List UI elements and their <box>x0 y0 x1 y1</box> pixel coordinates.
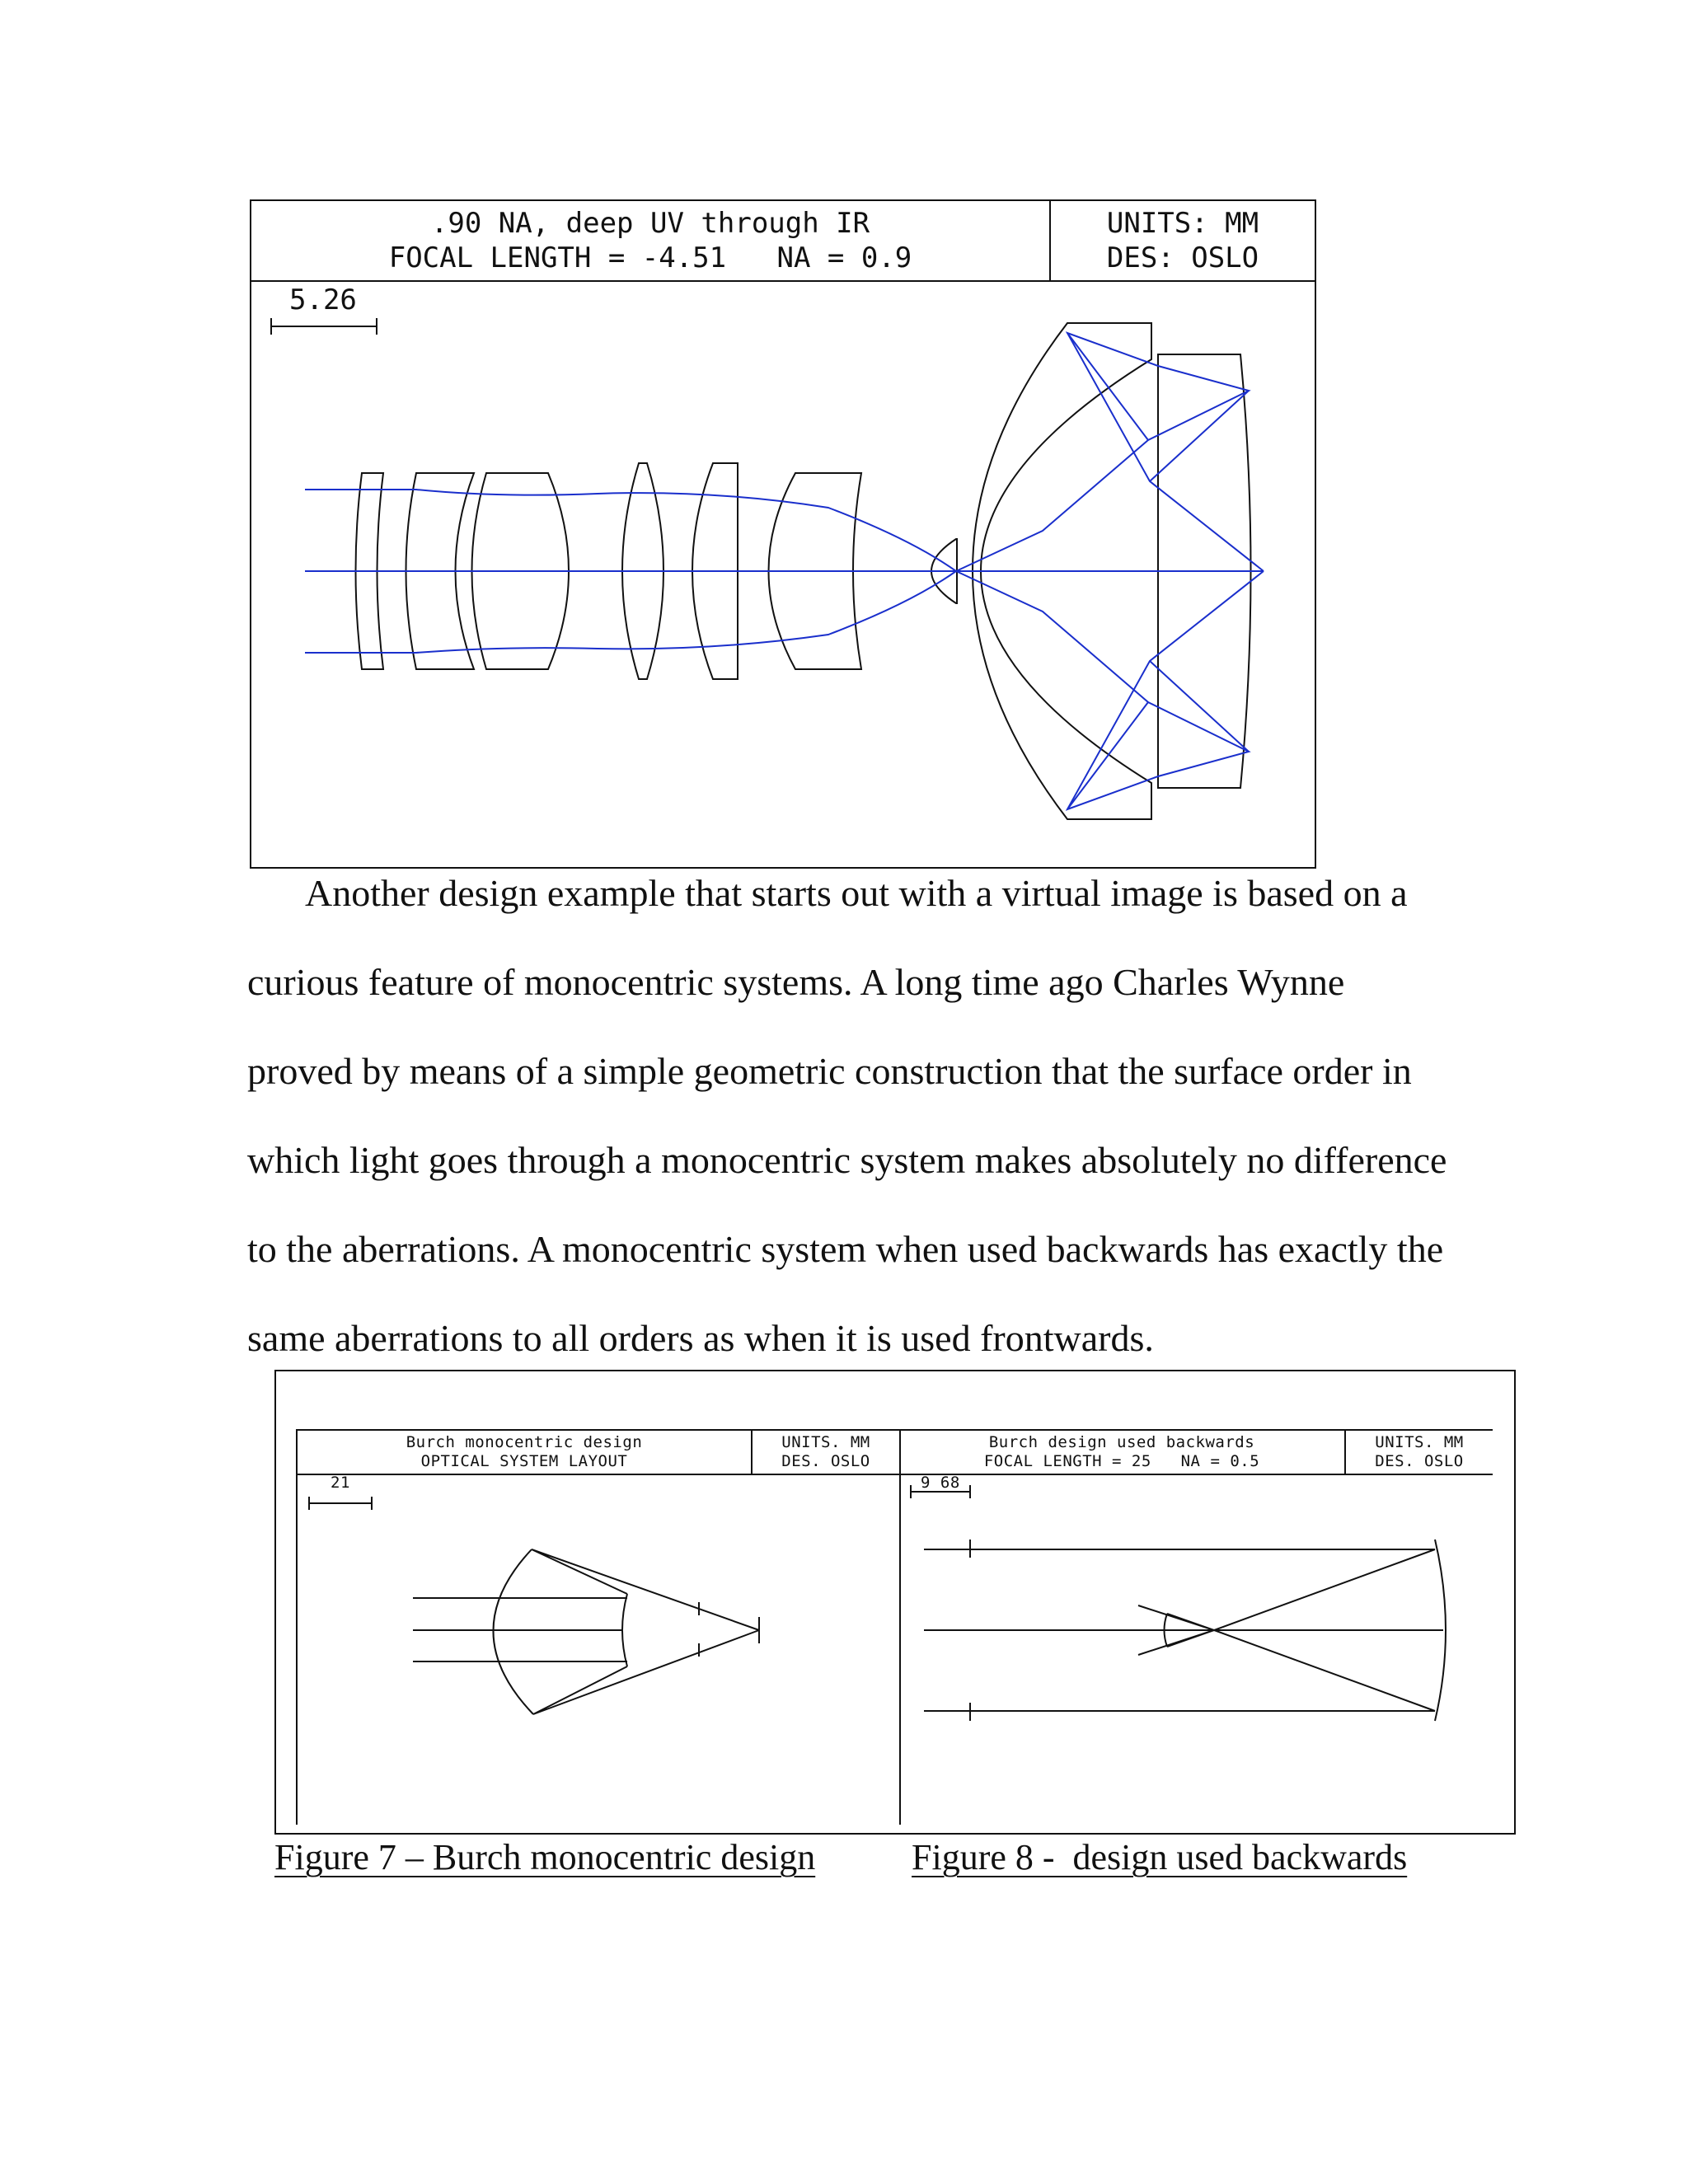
units-label: UNITS: MM <box>1106 207 1259 240</box>
figure7-fold-rays-top <box>532 1549 759 1630</box>
figure8-designer-label: DES. OSLO <box>1375 1452 1464 1470</box>
figure8-panel <box>899 1429 1493 1825</box>
figure-title-line2: FOCAL LENGTH = -4.51 NA = 0.9 <box>388 241 912 274</box>
figure7-designer-label: DES. OSLO <box>781 1452 870 1470</box>
body-text: Another design example that starts out with a virtual image is based on a curious feature of monocentric systems. A long time ago Charles Wynne proved by means of a simple geometric construction that the surface order in which light goes through a monocentric system makes absolutely no difference to the aberrations. A monocentric system when used backwards has exactly the same aberrations to all orders as when it is used frontwards. <box>247 872 1447 1359</box>
ray-trace <box>305 333 1264 809</box>
figure7-units-label: UNITS. MM <box>781 1433 870 1451</box>
burch-figures-frame <box>274 1370 1516 1835</box>
figure7-caption: Figure 7 – Burch monocentric design <box>274 1837 816 1877</box>
figure7-primary-mirror <box>493 1549 533 1714</box>
figure7-panel <box>296 1429 901 1825</box>
lower-exit-rays <box>956 571 1264 809</box>
figure7-diagram <box>298 1429 899 1825</box>
lower-marginal-ray <box>305 571 956 653</box>
lens-layout-figure <box>250 199 1316 869</box>
upper-exit-rays <box>956 333 1264 571</box>
figure8-title-line1: Burch design used backwards <box>988 1433 1255 1451</box>
figure8-title-line2: FOCAL LENGTH = 25 NA = 0.5 <box>983 1452 1260 1470</box>
figure8-caption: Figure 8 - design used backwards <box>912 1837 1408 1877</box>
designer-label: DES: OSLO <box>1106 241 1259 274</box>
body-paragraph <box>247 849 1451 1383</box>
figure8-scale-value: 9 68 <box>921 1474 960 1492</box>
upper-marginal-ray <box>305 490 956 571</box>
figure7-title-line2: OPTICAL SYSTEM LAYOUT <box>420 1452 628 1470</box>
scale-bar <box>271 318 377 335</box>
scale-value: 5.26 <box>289 284 357 316</box>
figure7-title-line1: Burch monocentric design <box>406 1433 643 1451</box>
figure8-diagram <box>899 1429 1493 1825</box>
figure7-scale-value: 21 <box>331 1474 350 1492</box>
figure8-units-label: UNITS. MM <box>1375 1433 1464 1451</box>
lens-diagram <box>251 201 1315 867</box>
figure7-fold-rays-bottom <box>533 1630 759 1714</box>
figure-title-line1: .90 NA, deep UV through IR <box>430 207 870 240</box>
